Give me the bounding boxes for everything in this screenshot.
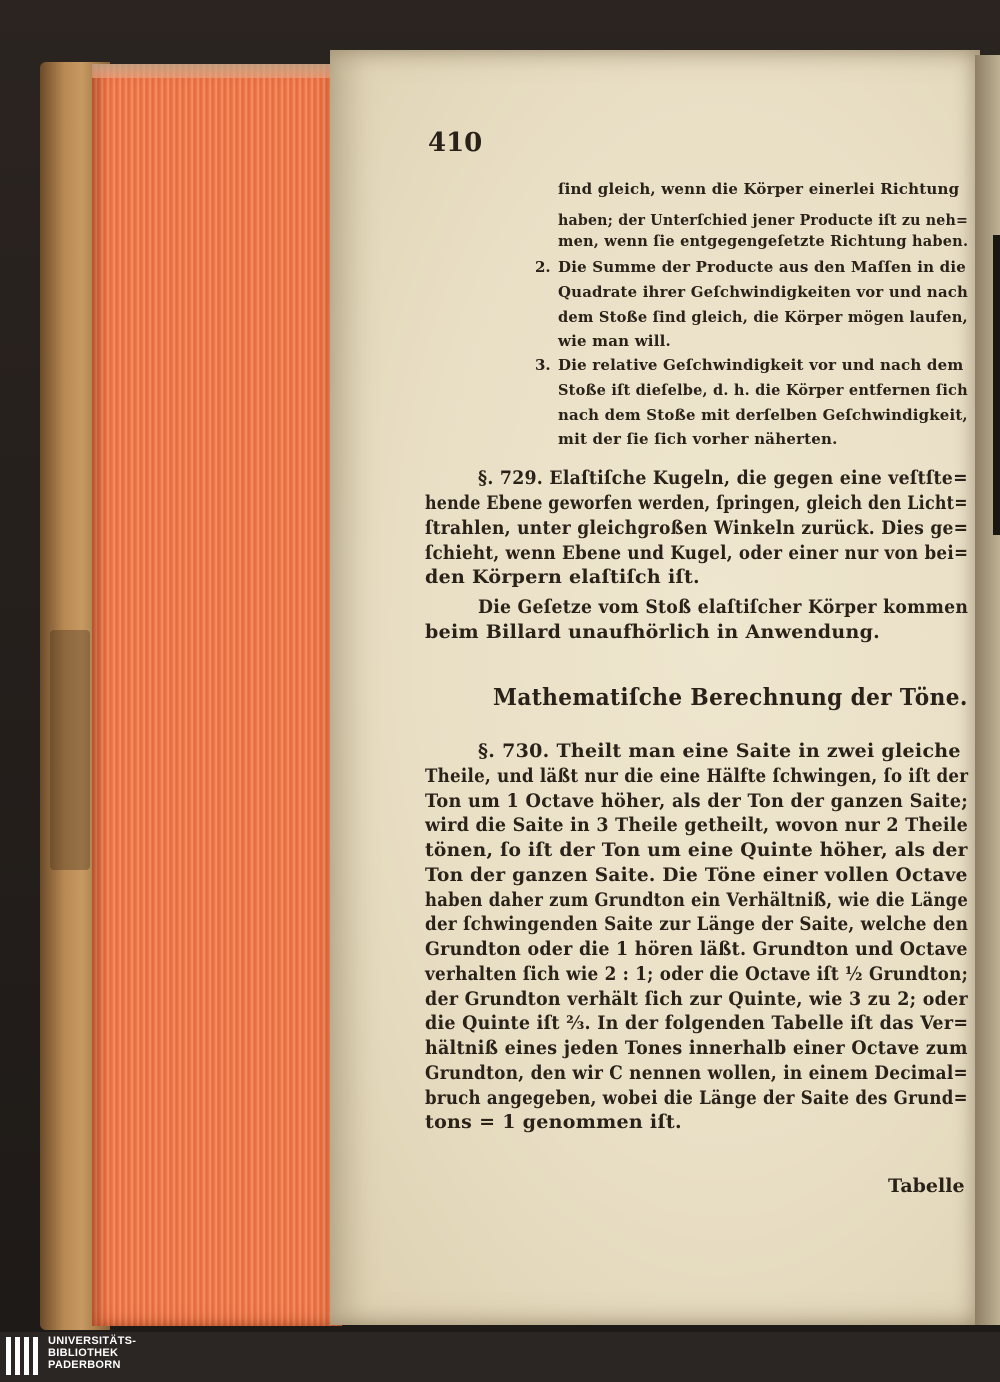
list-number: 2. xyxy=(535,258,551,276)
paragraph-line: bruch angegeben, wobei die Länge der Saite des Grund= xyxy=(425,1087,968,1109)
list-line: Stoße iſt dieſelbe, d. h. die Körper entfernen ſich xyxy=(558,381,968,399)
list-line: ſind gleich, wenn die Körper einerlei Richtung xyxy=(558,180,960,198)
paragraph-line: Theile, und läßt nur die eine Hälfte ſchwingen, ſo iſt der xyxy=(425,765,969,787)
paragraph-line: hältniß eines jeden Tones innerhalb einer Octave zum xyxy=(425,1037,968,1059)
paragraph-line: der Grundton verhält ſich zur Quinte, wie 3 zu 2; oder xyxy=(425,988,968,1010)
spine-wear xyxy=(50,630,90,870)
list-line: dem Stoße ſind gleich, die Körper mögen laufen, xyxy=(558,308,968,326)
list-line: Quadrate ihrer Geſchwindigkeiten vor und nach xyxy=(558,283,969,301)
paragraph-line: Grundton oder die 1 hören läßt. Grundton und Octave xyxy=(425,938,968,960)
paragraph-line: tons = 1 genommen iſt. xyxy=(425,1111,682,1133)
library-logo-line: PADERBORN xyxy=(48,1359,121,1371)
page-number: 410 xyxy=(428,128,483,158)
list-line: wie man will. xyxy=(558,332,671,350)
paragraph-line: der ſchwingenden Saite zur Länge der Saite, welche den xyxy=(425,913,969,935)
list-line: Die relative Geſchwindigkeit vor und nach dem xyxy=(558,356,964,374)
library-logo-line: BIBLIOTHEK xyxy=(48,1347,119,1359)
library-logo-line: UNIVERSITÄTS- xyxy=(48,1335,137,1347)
list-number: 3. xyxy=(535,356,551,374)
list-line: haben; der Unterſchied jener Producte iſt zu neh= xyxy=(558,211,969,229)
paragraph-line: ſtrahlen, unter gleichgroßen Winkeln zurück. Dies ge= xyxy=(425,517,969,539)
paragraph-line: Grundton, den wir C nennen wollen, in einem Decimal= xyxy=(425,1062,968,1084)
paragraph-line: verhalten ſich wie 2 : 1; oder die Octave iſt ½ Grundton; xyxy=(425,963,969,985)
paragraph-line: Ton um 1 Octave höher, als der Ton der ganzen Saite; xyxy=(425,790,969,812)
paragraph-line: ſchieht, wenn Ebene und Kugel, oder einer nur von bei= xyxy=(425,542,969,564)
library-logo-icon xyxy=(6,1337,38,1375)
library-footer xyxy=(0,1332,1000,1382)
list-line: men, wenn ſie entgegengeſetzte Richtung haben. xyxy=(558,232,969,250)
paragraph-line: beim Billard unaufhörlich in Anwendung. xyxy=(425,621,881,643)
page-edges-red xyxy=(92,64,342,1326)
paragraph-line: wird die Saite in 3 Theile getheilt, wovon nur 2 Theile xyxy=(425,814,969,836)
facing-page-edge xyxy=(975,55,1000,1325)
paragraph-line: den Körpern elaſtiſch iſt. xyxy=(425,566,700,588)
paragraph-line: §. 729. Elaſtiſche Kugeln, die gegen eine veſtſte= xyxy=(478,467,968,489)
paragraph-line: die Quinte iſt ⅔. In der folgenden Tabelle iſt das Ver= xyxy=(425,1012,969,1034)
catchword: Tabelle xyxy=(888,1175,965,1197)
edge-shadow-mark xyxy=(993,235,1000,535)
paragraph-line: tönen, ſo iſt der Ton um eine Quinte höher, als der xyxy=(425,839,968,861)
section-heading: Mathematiſche Berechnung der Töne. xyxy=(493,684,968,711)
paragraph-line: hende Ebene geworfen werden, ſpringen, gleich den Licht= xyxy=(425,492,968,514)
paragraph-line: Ton der ganzen Saite. Die Töne einer vollen Octave xyxy=(425,864,968,886)
paragraph-line: haben daher zum Grundton ein Verhältniß, wie die Länge xyxy=(425,889,969,911)
list-line: mit der ſie ſich vorher näherten. xyxy=(558,430,838,448)
page-edges-top xyxy=(92,64,342,78)
list-line: Die Summe der Producte aus den Maſſen in die xyxy=(558,258,966,276)
paragraph-line: Die Geſetze vom Stoß elaſtiſcher Körper kommen xyxy=(478,596,969,618)
list-line: nach dem Stoße mit derſelben Geſchwindigkeit, xyxy=(558,406,968,424)
paragraph-line: §. 730. Theilt man eine Saite in zwei gleiche xyxy=(478,740,961,762)
